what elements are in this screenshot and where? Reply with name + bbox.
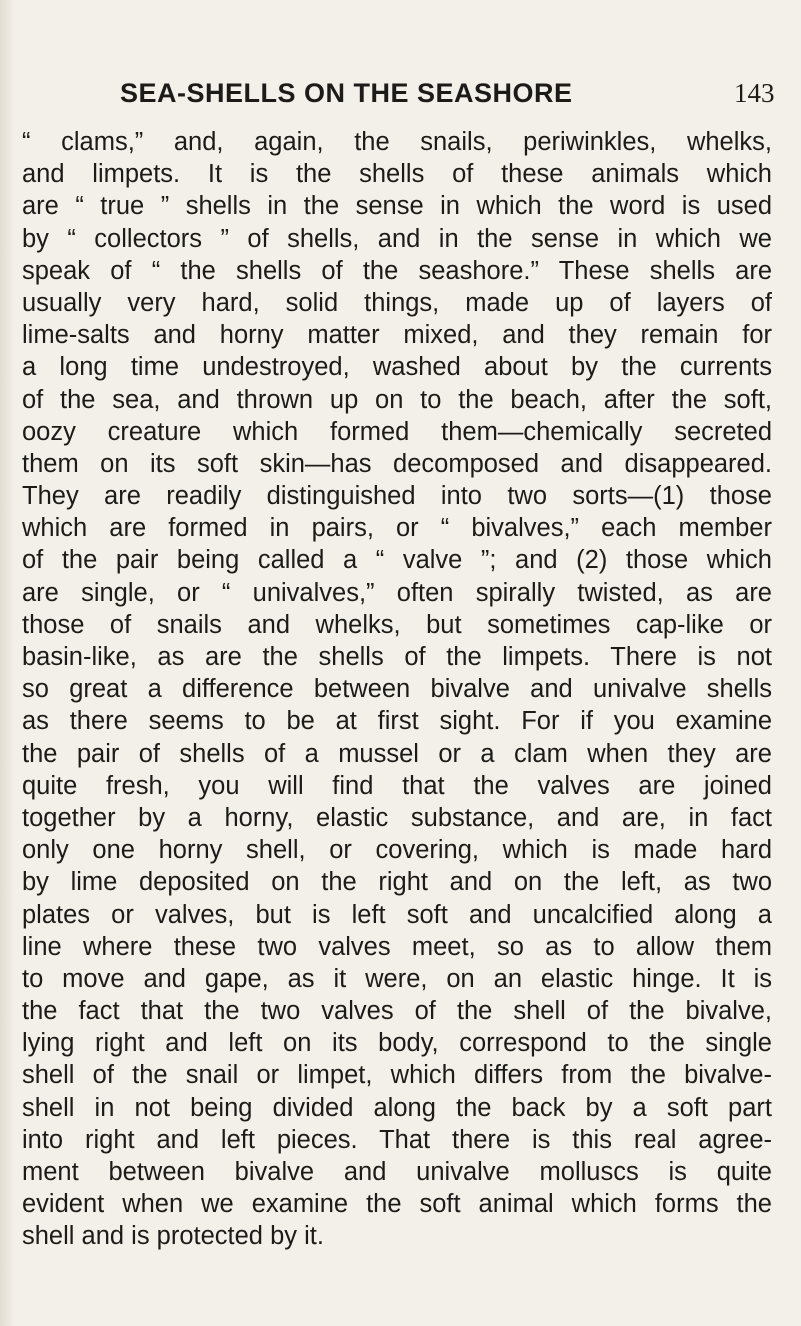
text-line: quite fresh, you will find that the valves are joined bbox=[22, 771, 772, 800]
text-line: shell of the snail or limpet, which differs from the bivalve- bbox=[22, 1061, 772, 1090]
text-line: as there seems to be at first sight. For if you examine bbox=[22, 707, 772, 736]
text-line: shell and is protected by it. bbox=[22, 1222, 324, 1251]
text-line: “ clams,” and, again, the snails, periwinkles, whelks, bbox=[22, 128, 772, 156]
text-line: usually very hard, solid things, made up of layers of bbox=[22, 288, 772, 317]
text-line: only one horny shell, or covering, which is made hard bbox=[22, 836, 772, 865]
text-line: them on its soft skin—has decomposed and disappeared. bbox=[22, 449, 772, 478]
text-line: are single, or “ univalves,” often spirally twisted, as are bbox=[22, 578, 772, 607]
text-line: of the pair being called a “ valve ”; and (2) those which bbox=[22, 546, 772, 575]
text-line: lying right and left on its body, correspond to the single bbox=[22, 1029, 772, 1058]
page-gutter-shadow bbox=[0, 0, 14, 1326]
text-line: together by a horny, elastic substance, and are, in fact bbox=[22, 803, 772, 832]
text-line: They are readily distinguished into two sorts—(1) those bbox=[22, 482, 772, 511]
text-line: to move and gape, as it were, on an elastic hinge. It is bbox=[22, 964, 772, 993]
text-line: which are formed in pairs, or “ bivalves,” each member bbox=[22, 514, 772, 543]
chapter-title: SEA-SHELLS ON THE SEASHORE bbox=[120, 78, 573, 108]
text-line: so great a difference between bivalve and univalve shells bbox=[22, 675, 772, 704]
text-line: evident when we examine the soft animal which forms the bbox=[22, 1190, 772, 1219]
text-line: by lime deposited on the right and on the left, as two bbox=[22, 868, 772, 897]
text-line: by “ collectors ” of shells, and in the sense in which we bbox=[22, 224, 772, 253]
text-line: the fact that the two valves of the shell of the bivalve, bbox=[22, 997, 772, 1026]
text-line: lime-salts and horny matter mixed, and they remain for bbox=[22, 321, 772, 350]
text-line: line where these two valves meet, so as to allow them bbox=[22, 932, 772, 961]
text-line: the pair of shells of a mussel or a clam when they are bbox=[22, 739, 772, 768]
running-head bbox=[120, 78, 720, 109]
text-line: are “ true ” shells in the sense in which the word is used bbox=[22, 192, 772, 221]
text-line: ment between bivalve and univalve molluscs is quite bbox=[22, 1158, 772, 1186]
text-line: plates or valves, but is left soft and uncalcified along a bbox=[22, 900, 772, 929]
text-line: oozy creature which formed them—chemically secreted bbox=[22, 417, 772, 446]
page-number: 143 bbox=[734, 78, 775, 108]
text-line: into right and left pieces. That there is this real agree- bbox=[22, 1125, 772, 1154]
text-line: basin-like, as are the shells of the limpets. There is not bbox=[22, 643, 772, 671]
text-line: of the sea, and thrown up on to the beach, after the soft, bbox=[22, 385, 772, 414]
text-line: speak of “ the shells of the seashore.” These shells are bbox=[22, 256, 772, 285]
text-line: those of snails and whelks, but sometimes cap-like or bbox=[22, 610, 772, 639]
text-line: a long time undestroyed, washed about by the currents bbox=[22, 353, 772, 382]
text-line: shell in not being divided along the back by a soft part bbox=[22, 1093, 772, 1122]
text-line: and limpets. It is the shells of these animals which bbox=[22, 160, 772, 189]
body-paragraph bbox=[22, 126, 772, 1253]
